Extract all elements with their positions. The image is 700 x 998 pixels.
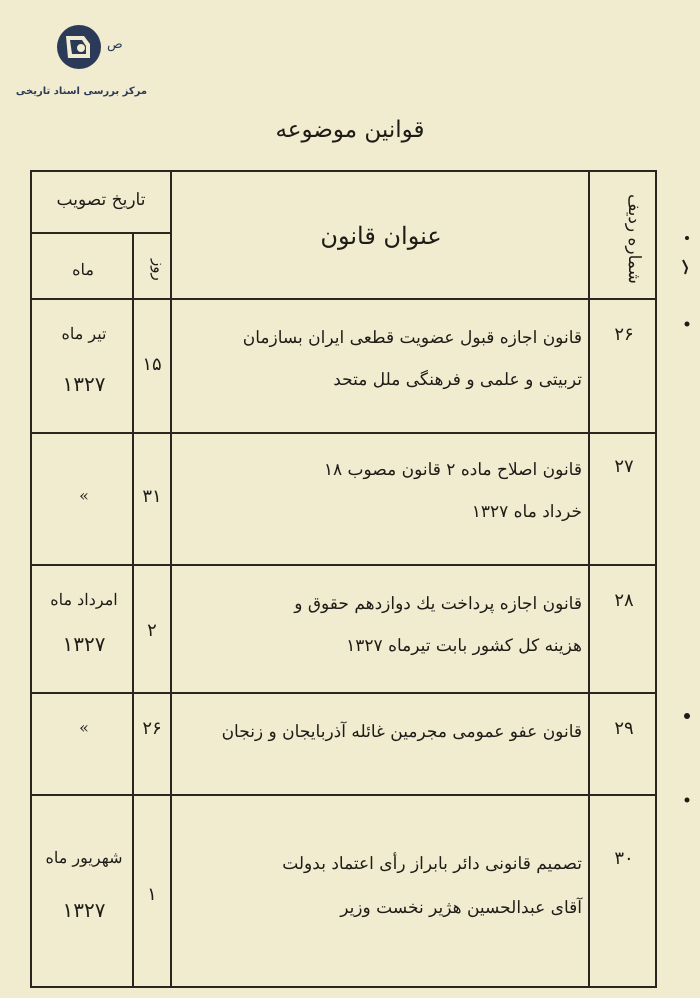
laws-table (30, 170, 657, 988)
row-title-line: قانون اصلاح ماده ۲ قانون مصوب ۱۸ (323, 460, 582, 480)
logo-caption: مرکز بررسی اسناد تاریخی (15, 86, 148, 97)
row-number: ۳۰ (614, 848, 634, 869)
row-separator (32, 692, 657, 694)
column-divider (588, 172, 590, 986)
row-month: شهریور ماه (45, 848, 123, 867)
row-title-line: تربیتی و علمی و فرهنگی ملل متحد (333, 370, 582, 390)
row-title-line: قانون اجازه پرداخت یك دوازدهم حقوق و (294, 594, 582, 614)
row-day: ۲ (147, 620, 157, 641)
archive-logo (14, 22, 148, 97)
column-divider (170, 172, 172, 986)
row-month: » (79, 486, 89, 505)
row-title-line: هزینه کل کشور بابت تیرماه ۱۳۲۷ (346, 636, 582, 656)
row-month: » (79, 718, 89, 737)
row-title-line: قانون اجازه قبول عضویت قطعی ایران بسازمان (242, 328, 582, 348)
header-divider (32, 232, 170, 234)
row-number: ۲۸ (614, 590, 634, 611)
header-month: ماه (72, 260, 94, 279)
row-day: ۲۶ (142, 718, 162, 739)
row-separator (32, 794, 657, 796)
row-separator (32, 564, 657, 566)
row-year: ۱۳۲۷ (62, 372, 106, 396)
row-number: ۲۹ (614, 718, 634, 739)
row-month: امرداد ماه (50, 590, 118, 609)
header-bottom-line (32, 298, 657, 300)
row-title-line: آقای عبدالحسین هژیر نخست وزیر (340, 898, 582, 918)
row-title-line: تصمیم قانونی دائر بابراز رأی اعتماد بدولت (282, 854, 582, 874)
row-year: ۱۳۲۷ (62, 632, 106, 656)
header-row-number: شماره ردیف (624, 194, 644, 284)
logo-letter: ص (107, 37, 123, 52)
margin-ink-marks (678, 230, 698, 854)
row-title-line: قانون عفو عمومی مجرمین غائله آذربایجان و زنجان (221, 722, 582, 742)
archive-emblem-icon (54, 22, 104, 72)
page-title: قوانین موضوعه (275, 117, 425, 143)
row-title-line: خرداد ماه ۱۳۲۷ (471, 502, 582, 522)
column-divider (132, 232, 134, 986)
row-number: ۲۷ (614, 456, 634, 477)
row-separator (32, 432, 657, 434)
row-month: تیر ماه (61, 324, 107, 343)
row-day: ۱۵ (142, 354, 162, 375)
row-number: ۲۶ (614, 324, 634, 345)
header-approval-date: تاریخ تصویب (56, 190, 146, 210)
header-day: روز (150, 259, 168, 281)
row-day: ۱ (147, 884, 157, 905)
row-year: ۱۳۲۷ (62, 898, 106, 922)
row-day: ۳۱ (142, 486, 162, 507)
ink-speck-icon (678, 230, 696, 850)
header-law-title: عنوان قانون (320, 222, 442, 250)
